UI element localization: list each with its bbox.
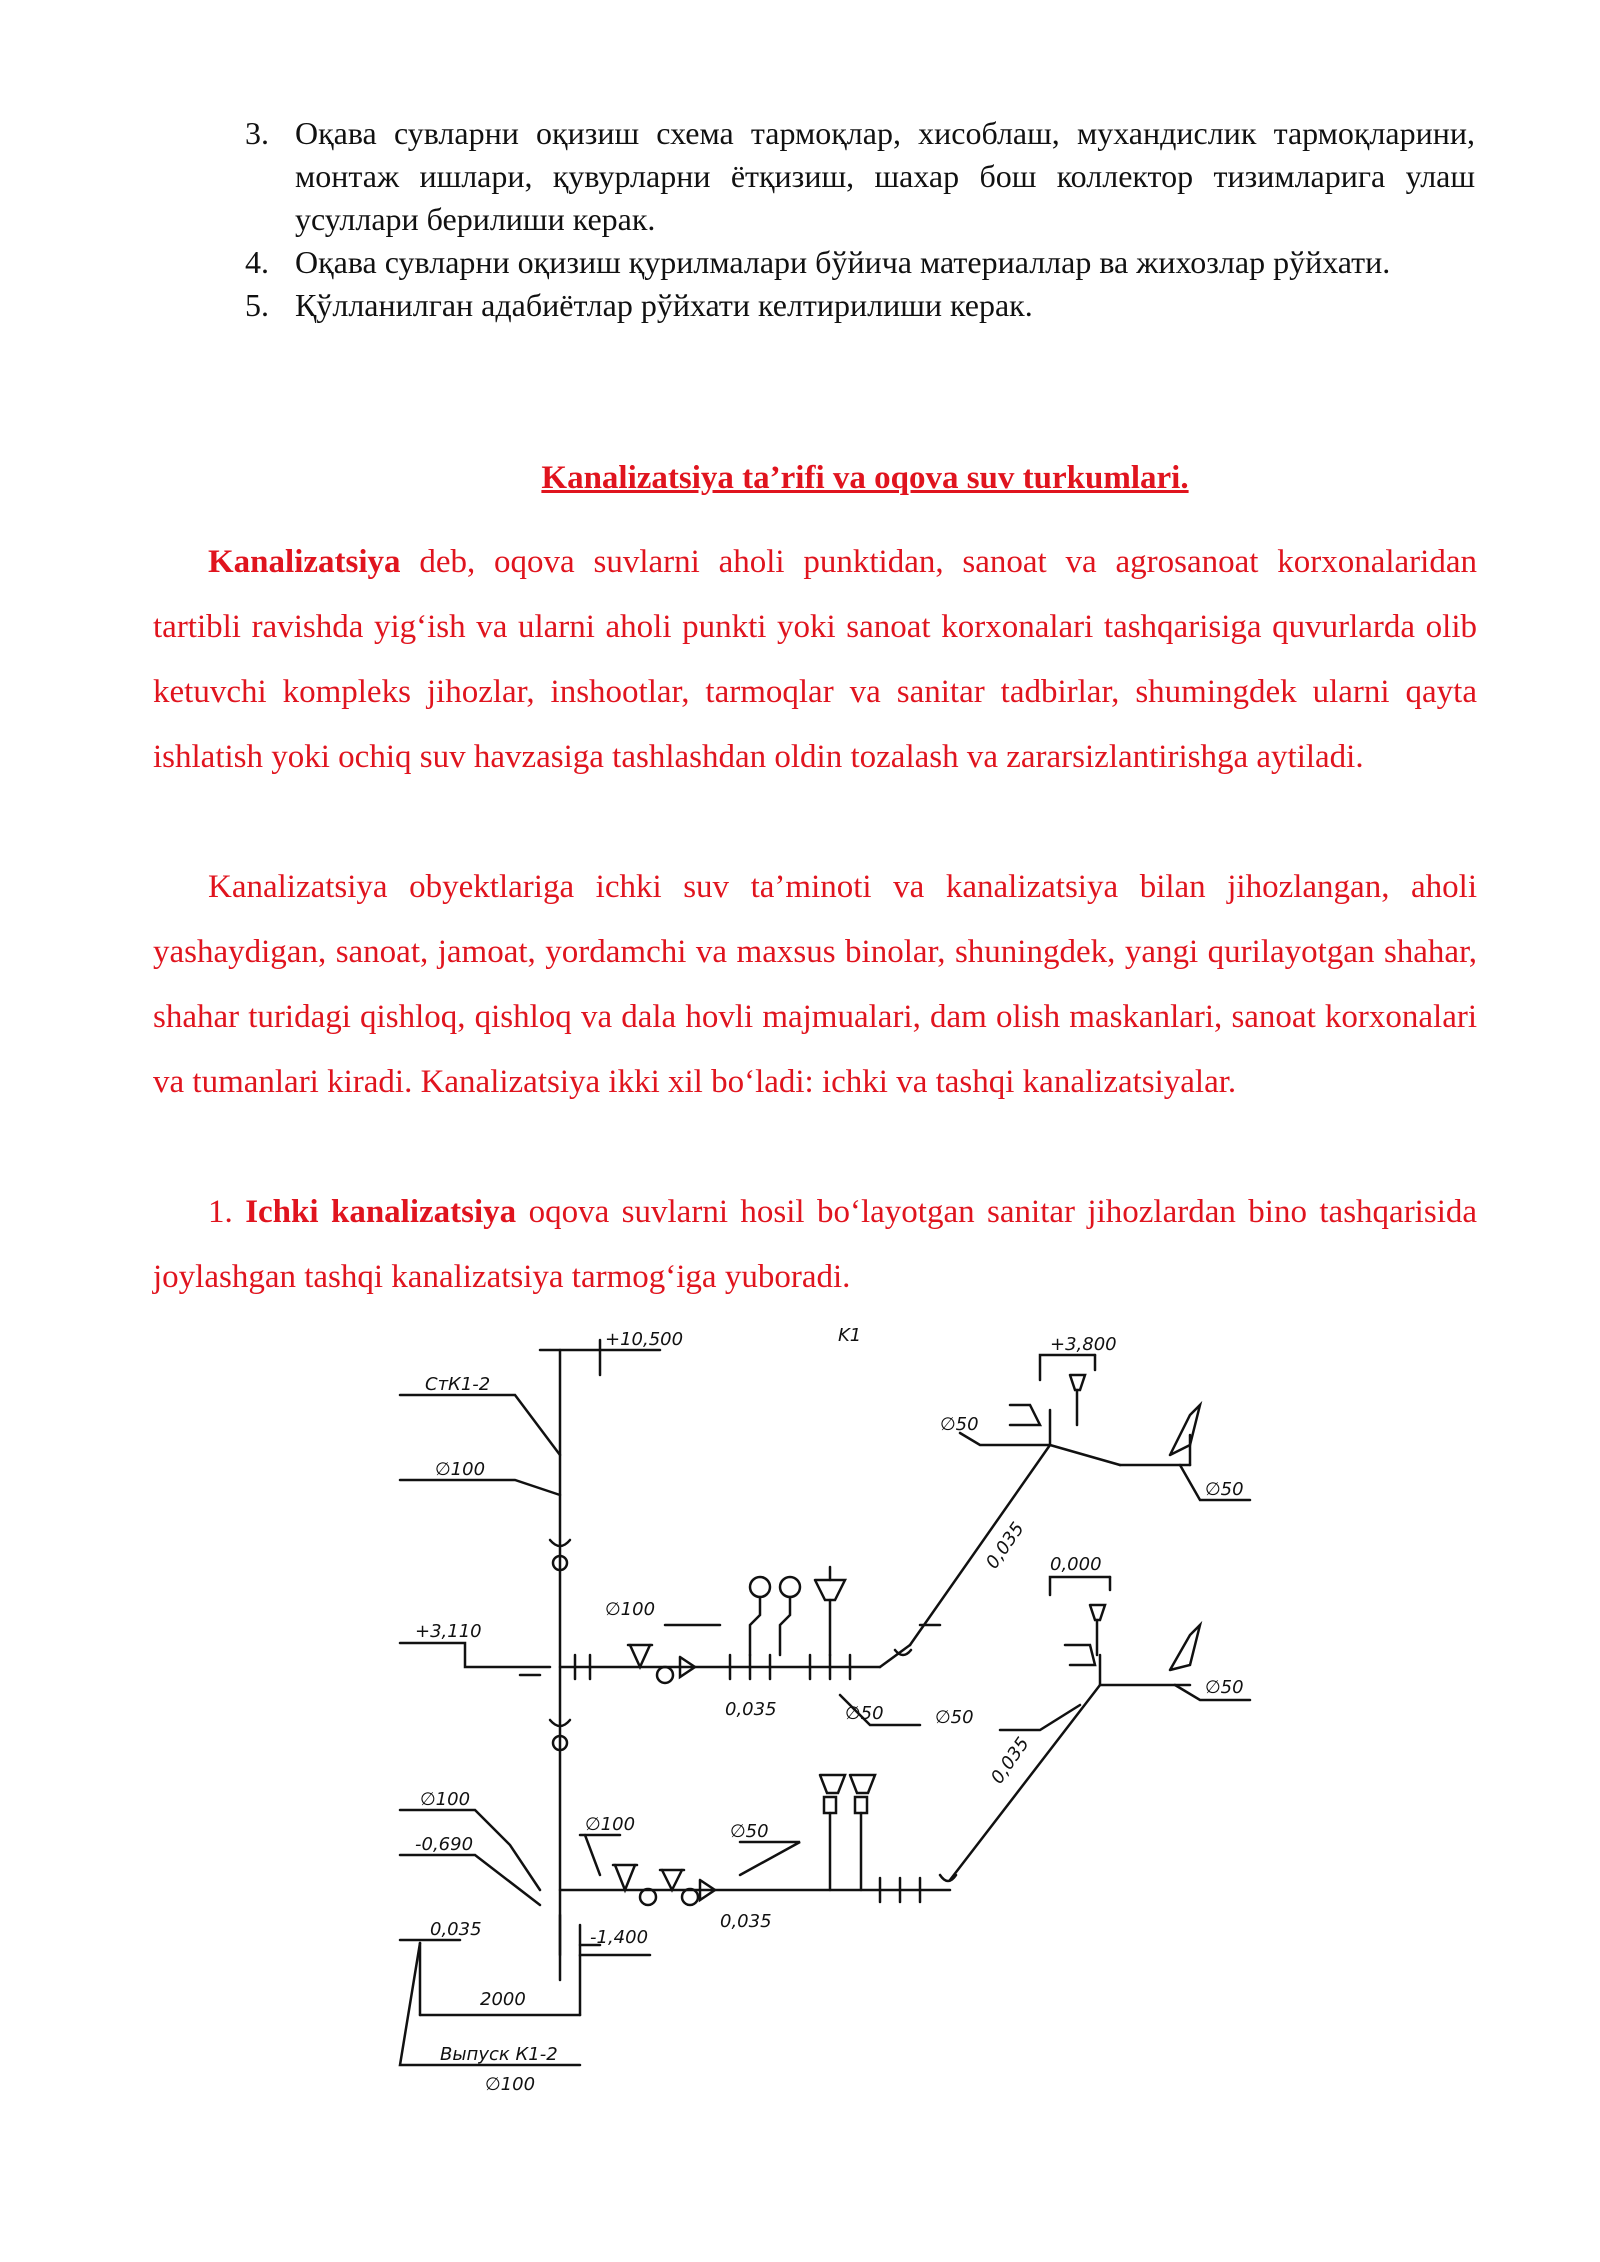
list-item-number: 4.: [245, 244, 269, 280]
paragraph-objects: [153, 855, 1477, 1115]
label-d100-riser: ∅100: [435, 1459, 486, 1480]
label-riser: СтК1-2: [425, 1374, 491, 1395]
sewer-scheme-diagram: [400, 1315, 1250, 2095]
paragraph-definition: [153, 530, 1477, 790]
numbered-list: [245, 112, 1475, 327]
label-d50-upper-right: ∅50: [935, 1707, 974, 1728]
label-slope-lower: 0,035: [720, 1911, 772, 1932]
label-elev-m1400: -1,400: [590, 1927, 649, 1948]
list-item: [245, 284, 1475, 327]
label-d100-upper: ∅100: [605, 1599, 656, 1620]
label-d50-upper-mid: ∅50: [845, 1703, 884, 1724]
diagram-title: K1: [838, 1325, 862, 1346]
label-length: 2000: [480, 1989, 526, 2010]
label-elev-3800: +3,800: [1050, 1334, 1117, 1355]
label-elev-top: +10,500: [605, 1329, 684, 1350]
paragraph-internal: [153, 1180, 1477, 1310]
list-item-text: Оқава сувларни оқизиш қурилмалари бўйича материаллар ва жихозлар рўйхати.: [295, 244, 1391, 280]
term-bold: Ichki kanalizatsiya: [245, 1194, 517, 1230]
label-slope-upper: 0,035: [725, 1699, 777, 1720]
label-d100-lower: ∅100: [585, 1814, 636, 1835]
label-elev-3110: +3,110: [415, 1621, 482, 1642]
list-item-text: Оқава сувларни оқизиш схема тармоқлар, хисоблаш, мухандислик тармоқларини, монтаж ишлари, қувурларни ётқизиш, шахар бош коллектор тизимларига улаш усуллари берилиши керак.: [295, 115, 1475, 237]
label-d50-top-right: ∅50: [1205, 1479, 1244, 1500]
label-d50-top: ∅50: [940, 1414, 979, 1435]
label-slope-top: 0,035: [981, 1518, 1029, 1573]
paragraph-text: oqova suvlarni hosil bo‘layotgan sanitar jihozlardan bino tashqarisida joylashgan tashqi kanalizatsiya tarmog‘iga yuboradi.: [153, 1194, 1478, 1295]
list-item-text: Қўлланилган адабиётлар рўйхати келтирилиши керак.: [295, 287, 1033, 323]
list-item: [245, 241, 1475, 284]
term-bold: Kanalizatsiya: [208, 544, 401, 580]
label-d50-lower: ∅50: [730, 1821, 769, 1842]
paragraph-number: 1.: [208, 1194, 233, 1230]
list-item-number: 3.: [245, 115, 269, 151]
label-elev-m690: -0,690: [415, 1834, 474, 1855]
list-item: [245, 112, 1475, 241]
paragraph-text: Kanalizatsiya obyektlariga ichki suv ta’minoti va kanalizatsiya bilan jihozlangan, aholi yashaydigan, sanoat, jamoat, yordamchi va maxsus binolar, shuningdek, yangi qurilayotgan shahar, shahar turidagi qishloq, qishloq va dala hovli majmualari, dam olish maskanlari, sanoat korxonalari va tumanlari kiradi. Kanalizatsiya ikki xil bo‘ladi: ichki va tashqi kanalizatsiyalar.: [153, 869, 1477, 1100]
label-d50-lower-right: ∅50: [1205, 1677, 1244, 1698]
label-d100-outlet: ∅100: [485, 2074, 536, 2095]
label-elev-0000: 0,000: [1050, 1554, 1102, 1575]
paragraph-text: deb, oqova suvlarni aholi punktidan, sanoat va agrosanoat korxonalaridan tartibli ravishda yig‘ish va ularni aholi punkti yoki sanoat korxonalari tashqarisiga quvurlarda olib ketuvchi kompleks jihozlar, inshootlar, tarmoqlar va sanitar tadbirlar, shumingdek ularni qayta ishlatish yoki ochiq suv havzasiga tashlashdan oldin tozalash va zararsizlantirishga aytiladi.: [153, 544, 1477, 775]
label-d100-lower-left: ∅100: [420, 1789, 471, 1810]
label-slope-outlet: 0,035: [430, 1919, 482, 1940]
label-outlet: Выпуск К1-2: [440, 2044, 558, 2065]
section-heading: Kanalizatsiya ta’rifi va oqova suv turkumlari.: [541, 460, 1189, 496]
list-item-number: 5.: [245, 287, 269, 323]
label-slope-lower-diag: 0,035: [986, 1733, 1034, 1788]
